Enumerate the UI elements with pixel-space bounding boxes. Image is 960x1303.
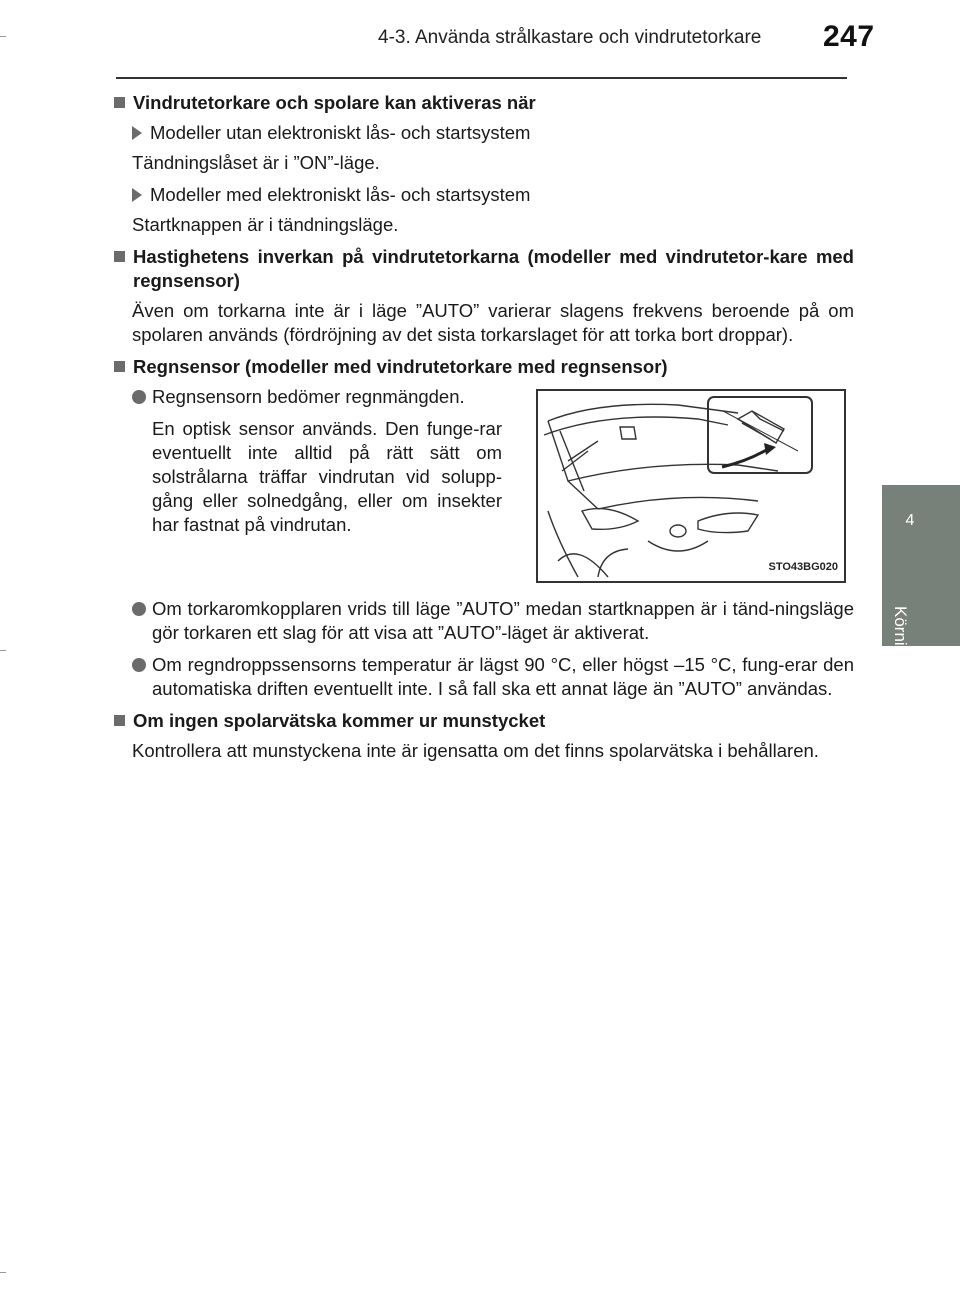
page-number: 247 bbox=[823, 20, 875, 53]
crop-mark bbox=[0, 36, 6, 37]
chapter-number: 4 bbox=[905, 512, 915, 529]
bullet-item: Regnsensorn bedömer regnmängden. bbox=[114, 385, 502, 409]
section-heading: Om ingen spolarvätska kommer ur munstycket bbox=[114, 709, 854, 733]
bullet-item: Om torkaromkopplaren vrids till läge ”AUTO” medan startknappen är i tänd-ningsläge gör torkaren ett slag för att visa att ”AUTO”-läget är aktiverat. bbox=[114, 597, 854, 645]
paragraph: Tändningslåset är i ”ON”-läge. bbox=[132, 152, 380, 173]
header-rule bbox=[116, 77, 847, 79]
section-title: 4-3. Använda strålkastare och vindrutetorkare bbox=[378, 27, 762, 48]
section-heading: Regnsensor (modeller med vindrutetorkare med regnsensor) bbox=[114, 355, 854, 379]
paragraph: Kontrollera att munstyckena inte är igensatta om det finns spolarvätska i behållaren. bbox=[132, 740, 819, 761]
page-content bbox=[114, 91, 854, 771]
car-windshield-illustration bbox=[538, 391, 844, 581]
square-bullet-icon bbox=[114, 251, 125, 262]
crop-mark bbox=[0, 650, 6, 651]
chapter-title: Körning bbox=[891, 606, 910, 665]
square-bullet-icon bbox=[114, 97, 125, 108]
figure-code: STO43BG020 bbox=[768, 561, 838, 573]
rain-sensor-illustration bbox=[536, 389, 846, 583]
paragraph: Startknappen är i tändningsläge. bbox=[132, 214, 399, 235]
dot-bullet-icon bbox=[132, 390, 146, 404]
model-label: Modeller utan elektroniskt lås- och startsystem bbox=[114, 121, 854, 145]
sensor-block bbox=[114, 385, 854, 583]
section-heading: Vindrutetorkare och spolare kan aktiveras när bbox=[114, 91, 854, 115]
arrow-right-icon bbox=[132, 188, 142, 202]
arrow-right-icon bbox=[132, 126, 142, 140]
section-heading: Hastighetens inverkan på vindrutetorkarna (modeller med vindrutetor-kare med regnsensor) bbox=[114, 245, 854, 293]
paragraph: En optisk sensor används. Den funge-rar eventuellt inte alltid på rätt sätt om solstrålarna träffar vindrutan vid solupp-gång eller solnedgång, eller om insekter har fastnat på vindrutan. bbox=[152, 418, 502, 535]
dot-bullet-icon bbox=[132, 658, 146, 672]
crop-mark bbox=[0, 1272, 6, 1273]
square-bullet-icon bbox=[114, 361, 125, 372]
square-bullet-icon bbox=[114, 715, 125, 726]
paragraph: Även om torkarna inte är i läge ”AUTO” varierar slagens frekvens beroende på om spolaren används (fördröjning av det sista torkarslaget för att torka bort droppar). bbox=[132, 300, 854, 345]
dot-bullet-icon bbox=[132, 602, 146, 616]
bullet-item: Om regndroppssensorns temperatur är lägst 90 °C, eller högst –15 °C, fung-erar den automatiska driften eventuellt inte. I så fall ska ett annat läge än ”AUTO” användas. bbox=[114, 653, 854, 701]
model-label: Modeller med elektroniskt lås- och startsystem bbox=[114, 183, 854, 207]
